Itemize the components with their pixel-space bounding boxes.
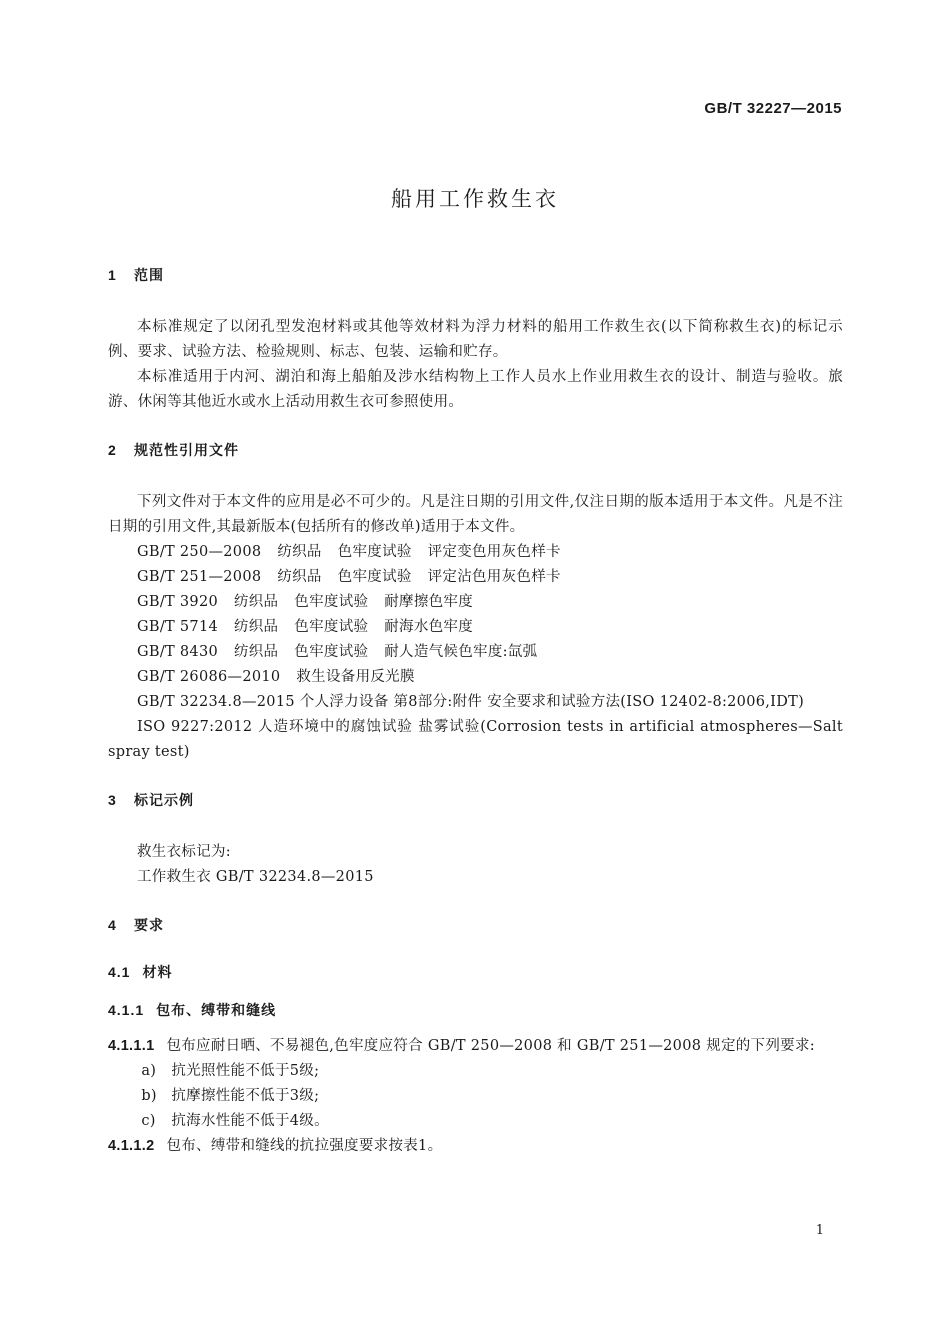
list-item: a) 抗光照性能不低于5级; [141,1063,320,1079]
section-title: 规范性引用文件 [134,443,239,459]
reference-item: GB/T 3920 纺织品 色牢度试验 耐摩擦色牢度 [137,594,474,610]
paragraph: 下列文件对于本文件的应用是必不可少的。凡是注日期的引用文件,仅注日期的版本适用于本文件。凡是不注日期的引用文件,其最新版本(包括所有的修改单)适用于本文件。 [108,494,843,535]
document-body [108,262,843,1159]
marking-label: 救生衣标记为: [137,844,231,860]
section-4-heading [108,912,843,939]
section-title: 标记示例 [134,793,194,809]
list-item: c) 抗海水性能不低于4级。 [141,1113,329,1129]
section-number: 3 [108,792,117,808]
reference-item: ISO 9227:2012 人造环境中的腐蚀试验 盐雾试验(Corrosion tests in artificial atmospheres—Salt spray test) [108,719,843,760]
section-title: 范围 [134,268,164,284]
marking-example: 工作救生衣 GB/T 32234.8—2015 [137,869,374,885]
paragraph: 本标准规定了以闭孔型发泡材料或其他等效材料为浮力材料的船用工作救生衣(以下简称救生衣)的标记示例、要求、试验方法、检验规则、标志、包装、运输和贮存。 [108,319,843,360]
document-title: 船用工作救生衣 [391,187,559,211]
section-2-heading [108,437,843,464]
subsection-4-1-1-heading: 4.1.1 包布、缚带和缝线 [108,1002,277,1019]
list-item: b) 抗摩擦性能不低于3级; [141,1088,320,1104]
section-number: 2 [108,442,117,458]
paragraph: 本标准适用于内河、湖泊和海上船舶及涉水结构物上工作人员水上作业用救生衣的设计、制造与验收。旅游、休闲等其他近水或水上活动用救生衣可参照使用。 [108,369,843,410]
clause-4-1-1-1: 4.1.1.1 包布应耐日晒、不易褪色,色牢度应符合 GB/T 250—2008 和 GB/T 251—2008 规定的下列要求: [108,1038,815,1054]
page-number: 1 [815,1223,824,1238]
section-1-heading [108,262,843,289]
reference-item: GB/T 250—2008 纺织品 色牢度试验 评定变色用灰色样卡 [137,544,561,560]
reference-item: GB/T 8430 纺织品 色牢度试验 耐人造气候色牢度:氙弧 [137,644,538,660]
section-number: 4 [108,917,117,933]
subsection-4-1-heading: 4.1 材料 [108,964,173,981]
section-3-heading [108,787,843,814]
clause-4-1-1-2: 4.1.1.2 包布、缚带和缝线的抗拉强度要求按表1。 [108,1138,443,1154]
standard-code: GB/T 32227—2015 [704,100,842,117]
reference-item: GB/T 26086—2010 救生设备用反光膜 [137,669,415,685]
section-number: 1 [108,267,117,283]
section-title: 要求 [134,918,164,934]
reference-item: GB/T 251—2008 纺织品 色牢度试验 评定沾色用灰色样卡 [137,569,561,585]
reference-item: GB/T 32234.8—2015 个人浮力设备 第8部分:附件 安全要求和试验方法(ISO 12402-8:2006,IDT) [137,694,805,710]
reference-item: GB/T 5714 纺织品 色牢度试验 耐海水色牢度 [137,619,474,635]
